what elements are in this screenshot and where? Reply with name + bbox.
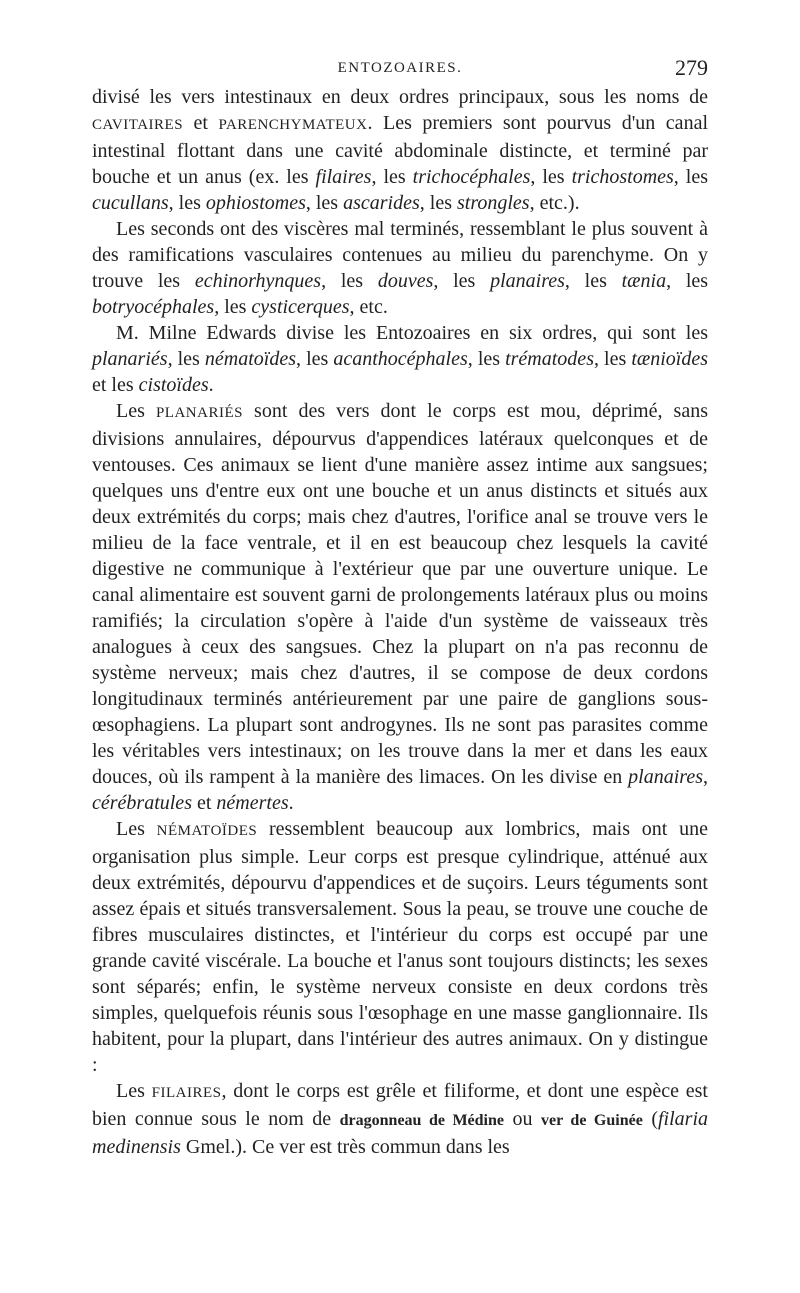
- italic-term: echinorhynques: [194, 270, 322, 292]
- text-run: , les: [467, 348, 506, 370]
- text-run: Les: [116, 1080, 152, 1102]
- italic-term: ascarides: [343, 192, 420, 214]
- bold-term: ver de Guinée: [541, 1112, 643, 1129]
- text-run: sont des vers dont le corps est mou, déprimé, sans divisions annulaires, dépourvus d'appendices latéraux quelconques et de ventouses. Ces animaux se lient d'une manière assez intime aux sangsues; quelques uns d'entre eux ont une bouche et un anus distincts et situés aux deux extrémités du corps; mais chez d'autres, l'orifice anal se trouve vers le milieu de la face ventrale, et il en est beaucoup chez lesquels la cavité digestive ne communique à l'extérieur que par une ouverture unique. Le canal alimentaire est souvent garni de prolongements latéraux plus ou moins ramifiés; la circulation s'opère à l'aide d'un système de vaisseaux très analogues à ceux des sangsues. Chez la plupart on n'a pas reconnu de système nerveux; mais chez d'autres, il se compose de deux cordons longitudinaux terminés antérieurement par une paire de ganglions sous-œsophagiens. La plupart sont androgynes. Ils ne sont pas parasites comme les véritables vers intestinaux; on les trouve dans la mer et dans les eaux douces, où ils rampent à la manière des limaces. On les divise en: [92, 400, 708, 788]
- text-run: , les: [419, 192, 457, 214]
- body-text: [92, 84, 708, 1160]
- bold-term: dragonneau de Médine: [339, 1112, 504, 1129]
- text-run: .: [288, 792, 294, 814]
- text-run: , les: [167, 348, 205, 370]
- text-run: , dont le corps est grêle et filiforme, et dont une espèce est bien connue sous le nom de: [92, 1080, 708, 1130]
- text-run: , etc.).: [529, 192, 580, 214]
- text-run: ou: [504, 1108, 542, 1130]
- italic-term: trichostomes: [571, 166, 674, 188]
- smallcaps-term: NÉMATOÏDES: [156, 823, 258, 839]
- text-run: , les: [564, 270, 622, 292]
- text-run: , les: [305, 192, 344, 214]
- paragraph-milne-edwards: [92, 320, 708, 398]
- text-run: et: [191, 792, 217, 814]
- text-run: , les: [321, 270, 378, 292]
- running-title: ENTOZOAIRES.: [337, 60, 463, 76]
- text-run: (: [642, 1108, 658, 1130]
- running-head: [92, 52, 708, 78]
- text-run: ,: [703, 766, 708, 788]
- italic-term: cucullans: [92, 192, 169, 214]
- text-run: Les: [116, 400, 156, 422]
- italic-term: némertes: [216, 792, 289, 814]
- italic-term: strongles: [456, 192, 530, 214]
- text-run: , les: [593, 348, 632, 370]
- text-run: , les: [673, 166, 708, 188]
- text-run: Gmel.). Ce ver est très commun dans les: [180, 1136, 510, 1158]
- text-run: , les: [433, 270, 491, 292]
- italic-term: filaria medinensis: [92, 1108, 709, 1158]
- text-run: , les: [530, 166, 572, 188]
- smallcaps-term: PLANARIÉS: [155, 405, 243, 421]
- text-run: , les: [168, 192, 206, 214]
- italic-term: douves: [377, 270, 434, 292]
- text-run: divisé les vers intestinaux en deux ordres principaux, sous les noms de: [92, 86, 708, 108]
- text-run: et: [183, 112, 219, 134]
- paragraph-nematoides: [92, 816, 708, 1078]
- italic-term: nématoïdes: [204, 348, 296, 370]
- text-run: M. Milne Edwards divise les Entozoaires en six ordres, qui sont les: [116, 322, 708, 344]
- paragraph-seconds: [92, 216, 708, 320]
- italic-term: trématodes: [505, 348, 594, 370]
- smallcaps-term: PARENCHYMATEUX: [218, 117, 368, 133]
- italic-term: trichocéphales: [412, 166, 531, 188]
- paragraph-planaries: [92, 398, 708, 816]
- text-run: , les: [666, 270, 709, 292]
- text-run: , les: [371, 166, 413, 188]
- text-run: Les: [116, 818, 157, 840]
- smallcaps-term: FILAIRES: [151, 1085, 222, 1101]
- italic-term: ophiostomes: [205, 192, 306, 214]
- text-run: . Les premiers sont pourvus d'un canal intestinal flottant dans une cavité abdominale distincte, et terminé par bouche et un anus (ex. les: [92, 112, 708, 188]
- italic-term: botryocéphales: [92, 296, 215, 318]
- italic-term: cysticerques: [251, 296, 350, 318]
- text-run: , les: [214, 296, 252, 318]
- text-run: Les seconds ont des viscères mal terminés, ressemblant le plus souvent à des ramifications vasculaires contenues au milieu du parenchyme. On y trouve les: [92, 218, 708, 292]
- italic-term: planaires: [628, 766, 703, 788]
- text-run: .: [208, 374, 214, 396]
- italic-term: cistoïdes: [138, 374, 209, 396]
- paragraph-cavitaires: [92, 84, 708, 216]
- italic-term: tænioïdes: [631, 348, 708, 370]
- italic-term: filaires: [315, 166, 372, 188]
- text-run: , les: [296, 348, 334, 370]
- text-run: et les: [92, 374, 139, 396]
- italic-term: tænia: [621, 270, 667, 292]
- italic-term: acanthocéphales: [333, 348, 468, 370]
- italic-term: planariés: [92, 348, 168, 370]
- text-run: ressemblent beaucoup aux lombrics, mais ont une organisation plus simple. Leur corps est presque cylindrique, atténué aux deux extrémités, dépourvu d'appendices et de suçoirs. Leurs téguments sont assez épais et situés transversalement. Sous la peau, se trouve une couche de fibres musculaires distinctes, et l'intérieur du corps est occupé par une grande cavité viscérale. La bouche et l'anus sont toujours distincts; les sexes sont séparés; enfin, le système nerveux consiste en deux cordons très simples, quelquefois réunis sous l'œsophage en une masse ganglionnaire. Ils habitent, pour la plupart, dans l'intérieur des autres animaux. On y distingue :: [92, 818, 708, 1076]
- italic-term: planaires: [490, 270, 565, 292]
- text-run: , etc.: [349, 296, 388, 318]
- italic-term: cérébratules: [92, 792, 192, 814]
- page-number: 279: [675, 55, 708, 80]
- smallcaps-term: CAVITAIRES: [92, 117, 184, 133]
- paragraph-filaires: [92, 1078, 708, 1160]
